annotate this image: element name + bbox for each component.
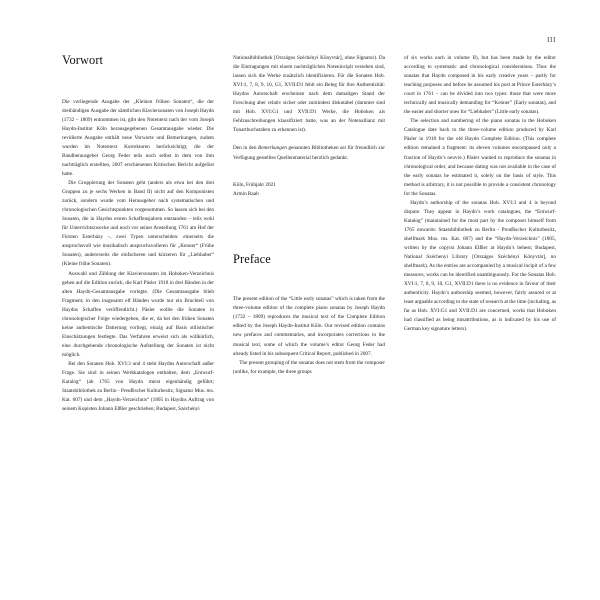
text-columns [62,54,556,570]
vorwort-paragraph-1: Die vorliegende Ausgabe der „Kleinen frühen Sonaten“, die der dreibändigen Ausgabe der sämtlichen Klaviersonaten von Joseph Haydn (1732 – 1809) entnommen ist, gibt den Notentext nach der vom Joseph Haydn-Institut Köln herausgegebenen Gesamtausgabe wieder. Die revidierte Ausgabe enthält neue Vorworte und Bemerkungen, zudem wurden im Notentext Korrekturen berücksichtigt, die der Bandherausgeber Georg Feder teils noch selbst in dem von ihm nachträglich erstellten, 2007 erschienenen Kritischen Bericht aufgelöst hatte. [62,98,214,178]
signature-name: Armin Raab [233,190,259,197]
preface-paragraph-3: The selection and numbering of the piano sonatas in the Hoboken Catalogue date back to the three-volume edition produced by Karl Päsler in 1918 for the old Haydn Complete Edition. (This complete edition remained a fragment: its eleven volumes encompassed only a fraction of Haydn’s oeuvre.) Päsler wanted to reproduce the sonatas in chronological order, and because dating was not available in the case of the early sonatas he estimated it, solely on the basis of style. This method is arbitrary, it is not possible to provide a consistent chronology for the Sonatas. [404,118,556,197]
bemerkungen-italic: Bemerkungen [258,145,287,152]
vorwort-paragraph-2: Die Gruppierung der Sonaten geht (anders als etwa bei den drei Gruppen zu je sechs Werken in Band II) nicht auf den Komponisten zurück, sondern wurde vom Herausgeber nach systematischen und chronologischen Gesichtspunkten vorgenommen. So lassen sich bei den Sonaten, die in Haydns ersten Schaffensjahren entstanden – teils wohl für Unterrichtszwecke und noch vor seiner Anstellung 1761 am Hof der Fürsten Esterházy –, zwei Typen unterscheiden: einerseits die anspruchsvoll wie musikalisch anspruchsvolleren für „Kenner“ (Frühe Sonaten), andererseits die einfacheren und kürzeren für „Liebhaber“ (Kleine frühe Sonaten). [62,180,214,268]
column-2 [233,54,385,570]
vorwort-acknowledgement: Den in den Bemerkungen genannten Bibliotheken sei für freundlich zur Verfügung gestelltes Quellenmaterial herzlich gedankt. [233,145,385,161]
vorwort-paragraph-4-continued: Nationalbibliothek [Országos Széchényi Könyvtár], ohne Signatur). Da die Eintragungen mit einem nachträglichen Notenincipit versehen sind, lassen sich die Werke zusätzlich identifizieren. Für die Sonaten Hob. XVI:1, 7, 8, 9, 10, G1, XVII:D1 fehlt ein Beleg für ihre Authentizität: Haydns Autorschaft erscheinen nach dem damaligen Stand der Forschung aber relativ sicher oder zumindest diskutabel (darunter sind mit Hob. XVI:G1 und XVII:D1 Werke, die Hoboken als Fehlzuschreibungen klassifiziert hatte, was an der Notenallianz mit Tonartbuchstaben zu erkennen ist). [233,55,385,134]
column-3 [404,54,556,570]
column-1 [62,54,214,570]
signature-place-date: Köln, Frühjahr 2021 [233,181,276,188]
page-title-preface: Preface [233,251,271,266]
page-folio: III [547,36,556,44]
preface-paragraph-1: The present edition of the “Little early sonatas” which is taken from the three-volume edition of the complete piano sonatas by Joseph Haydn (1732 – 1809) reproduces the musical text of the Complete Edition edited by the Joseph Haydn-Institut Köln. Our revised edition contains new prefaces and commentaries, and incorporates corrections to the musical text, some of which the volume’s editor Georg Feder had already listed in his subsequent Critical Report, published in 2007. [233,296,385,357]
preface-paragraph-4: Haydn’s authorship of the sonatas Hob. XVI:3 and 4 is beyond dispute. They appear in Haydn’s work catalogues, the “Entwurf-Katalog” (maintained for the most part by the composer himself from 1765 onwards: Staatsbibliothek zu Berlin - Preußischer Kulturbesitz, shelfmark Mus. ms. Kat. 607) and the “Haydn-Verzeichnis” (1805, written by the copyist Johann Elßler at Haydn’s behest; Budapest, National Széchenyi Library [Országos Széchényi Könyvtár], no shelfmark). As the entries are accompanied by a musical incipit of a few measures, works can be identified unambiguously. For the Sonatas Hob. XVI:1, 7, 8, 9, 10, G1, XVII:D1 there is no evidence in favour of their authenticity. Haydn’s authorship seemed, however, fairly assured or at least arguable according to the state of research at the time (including, as far as Hob. XVI:G1 and XVII:D1 are concerned, works that Hoboken had classified as being misattributions, as is indicated by his use of German key signature letters). [404,199,556,333]
preface-paragraph-2-continued: of six works each in volume II), but has been made by the editor according to systematic and chronological considerations. Thus the sonatas that Haydn composed in his early creative years – partly for teaching purposes and before he assumed his post at Prince Esterházy’s court in 1761 – can be divided into two types: those that were more technically and musically demanding for “Kenner” (Early sonatas), and the easier and shorter ones for “Liebhaber” (Little early sonatas). [404,55,556,116]
preface-paragraph-2: The present grouping of the sonatas does not stem from the composer (unlike, for example, the three groups [233,359,385,375]
vorwort-paragraph-3: Auswahl und Zählung der Klaviersonaten im Hoboken-Verzeichnis gehen auf die Edition zurück, die Karl Päsler 1918 in drei Bänden in der alten Haydn-Gesamtausgabe vorlegte. (Die Gesamtausgabe blieb Fragment; in den insgesamt elf Bänden wurde nur ein Bruchteil von Haydns Schaffen veröffentlicht.) Päsler wollte die Sonaten in chronologischer Folge wiedergeben, die er, da bei den frühen Sonaten keine authentische Datierung vorliegt, einzig auf Basis stilistischer Einschätzungen festlegte. Das Verfahren erweist sich als willkürlich, eine durchgehende chronologische Aufstellung der Sonaten ist nicht möglich. [62,270,214,358]
vorwort-paragraph-4: Bei den Sonaten Hob. XVI:3 und 4 steht Haydns Autorschaft außer Frage. Sie sind in seinen Werkkatalogen enthalten, dem „Entwurf-Katalog“ (ab 1765 von Haydn meist eigenhändig geführt; Staatsbibliothek zu Berlin - Preußischer Kulturbesitz, Signatur Mus. ms. Kat. 607) und dem „Haydn-Verzeichnis“ (1805 in Haydns Auftrag von seinem Kopisten Johann Elßler geschrieben; Budapest, Széchényi [62,361,214,413]
signature-block [233,181,385,199]
section-gap [233,199,385,253]
page-title-vorwort: Vorwort [62,53,104,67]
